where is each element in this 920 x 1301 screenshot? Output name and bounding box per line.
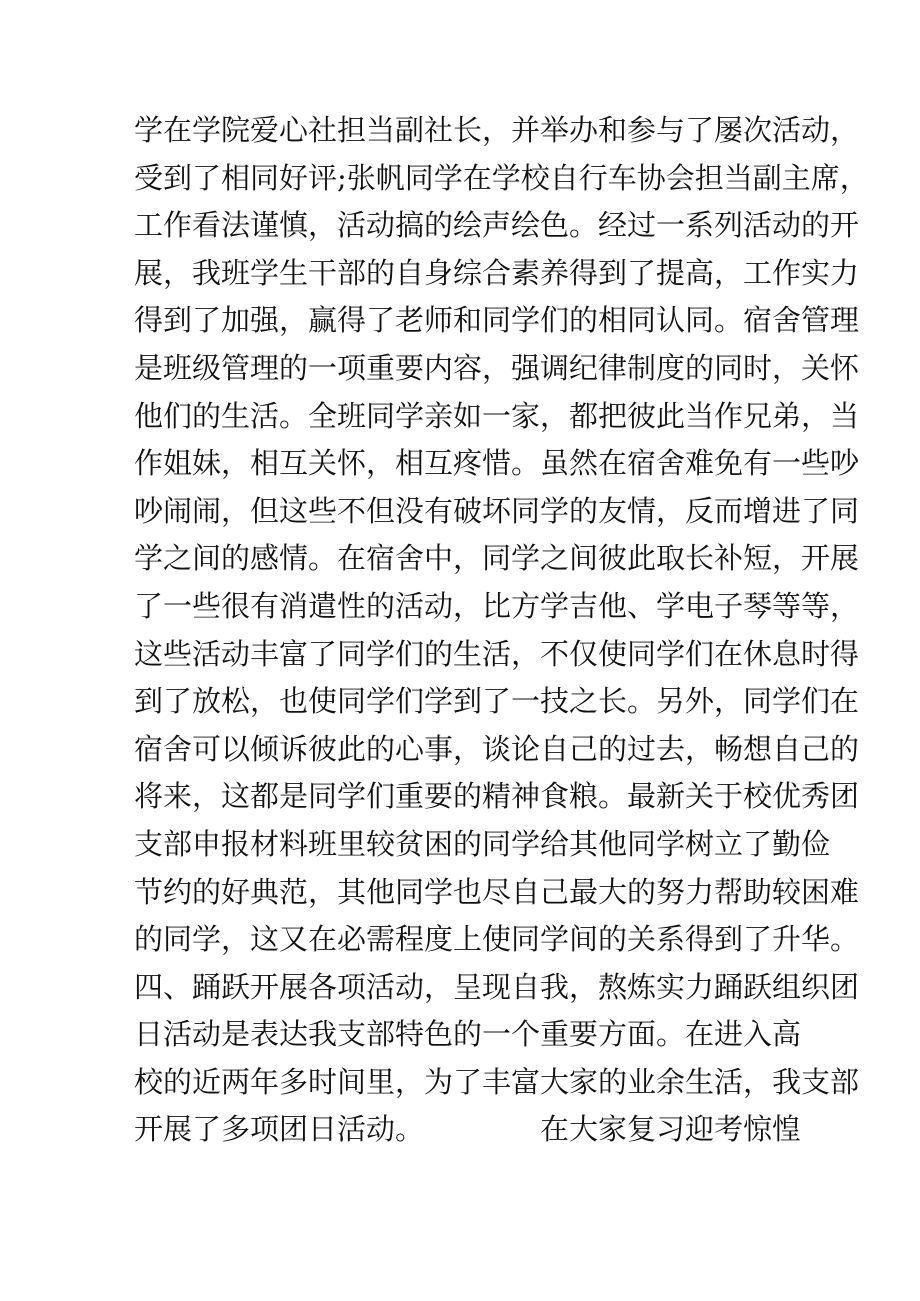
- text-line-2: 受到了相同好评;张帆同学在学校自行车协会担当副主席，: [134, 160, 869, 195]
- body-text: [134, 107, 869, 1154]
- text-line-12: 这些活动丰富了同学们的生活，不仅使同学们在休息时得: [134, 636, 860, 671]
- text-line-4: 展，我班学生干部的自身综合素养得到了提高，工作实力: [134, 255, 860, 290]
- text-line-10: 学之间的感情。在宿舍中，同学之间彼此取长补短，开展: [134, 541, 860, 576]
- text-line-3: 工作看法谨慎，活动搞的绘声绘色。经过一系列活动的开: [134, 208, 860, 243]
- text-line-15: 将来，这都是同学们重要的精神食粮。最新关于校优秀团: [134, 779, 860, 814]
- text-line-1: 学在学院爱心社担当副社长，并举办和参与了屡次活动，: [134, 113, 860, 147]
- text-line-5: 得到了加强，赢得了老师和同学们的相同认同。宿舍管理: [134, 303, 860, 338]
- text-line-20: 日活动是表达我支部特色的一个重要方面。在进入高: [134, 1017, 802, 1052]
- text-line-18: 的同学，这又在必需程度上使同学间的关系得到了升华。: [134, 922, 860, 957]
- text-line-9: 吵闹闹，但这些不但没有破坏同学的友情，反而增进了同: [134, 493, 860, 528]
- text-line-19: 四、踊跃开展各项活动，呈现自我，熬炼实力踊跃组织团: [134, 969, 860, 1004]
- text-line-11: 了一些很有消遣性的活动，比方学吉他、学电子琴等等，: [134, 588, 860, 623]
- text-line-21: 校的近两年多时间里，为了丰富大家的业余生活，我支部: [134, 1064, 860, 1099]
- text-line-22-right: 在大家复习迎考惊惶: [540, 1112, 802, 1147]
- text-line-22-left: 开展了多项团日活动。: [134, 1112, 425, 1147]
- text-line-8: 作姐妹，相互关怀，相互疼惜。虽然在宿舍难免有一些吵: [134, 446, 860, 481]
- text-line-13: 到了放松，也使同学们学到了一技之长。另外，同学们在: [134, 684, 860, 719]
- text-line-17: 节约的好典范，其他同学也尽自己最大的努力帮助较困难: [134, 874, 860, 909]
- text-line-14: 宿舍可以倾诉彼此的心事，谈论自己的过去，畅想自己的: [134, 731, 860, 766]
- text-line-6: 是班级管理的一项重要内容，强调纪律制度的同时，关怀: [134, 350, 860, 385]
- text-line-22: [134, 1106, 814, 1154]
- text-line-7: 他们的生活。全班同学亲如一家，都把彼此当作兄弟，当: [134, 398, 860, 433]
- text-line-16: 支部申报材料班里较贫困的同学给其他同学树立了勤俭: [134, 826, 831, 861]
